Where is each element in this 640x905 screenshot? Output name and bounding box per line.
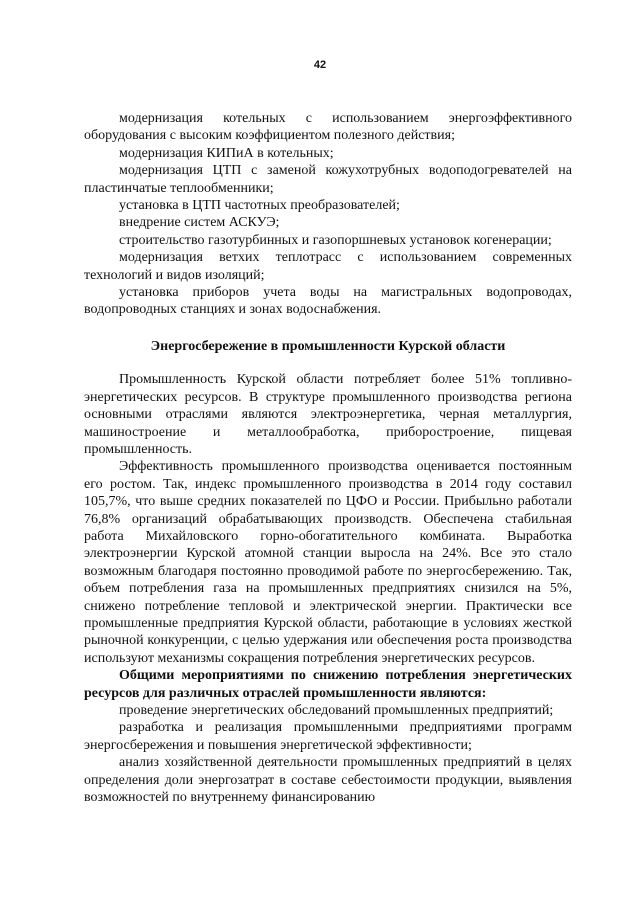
section-heading: Энергосбережение в промышленности Курской области [150, 338, 506, 354]
page-number: 42 [313, 59, 327, 71]
list-item: анализ хозяйственной деятельности промышленных предприятий в целях определения доли энергозатрат в составе себестоимости продукции, выявления возможностей по внутреннему финансированию [84, 755, 572, 806]
list-item: модернизация КИПиА в котельных; [119, 145, 334, 161]
document-body [84, 110, 572, 806]
list-item: внедрение систем АСКУЭ; [119, 215, 280, 231]
list-item: модернизация ЦТП с заменой кожухотрубных водоподогревателей на пластинчатые теплообменники; [84, 163, 572, 196]
list-item: установка приборов учета воды на магистральных водопроводах, водопроводных станциях и зонах водоснабжения. [84, 285, 572, 318]
list-item: модернизация котельных с использованием энергоэффективного оборудования с высоким коэффициентом полезного действия; [84, 111, 572, 144]
paragraph: Промышленность Курской области потребляет более 51% топливно-энергетических ресурсов. В структуре промышленного производства региона основными отраслями являются электроэнергетика, черная металлургия, машиностроение и металлообработка, приборостроение, пищевая промышленность. [84, 372, 572, 457]
measures-heading: Общими мероприятиями по снижению потребления энергетических ресурсов для различных отраслей промышленности являются: [84, 668, 572, 701]
list-item: модернизация ветхих теплотрасс с использованием современных технологий и видов изоляций; [84, 250, 572, 283]
list-item: разработка и реализация промышленными предприятиями программ энергосбережения и повышения энергетической эффективности; [84, 720, 572, 753]
list-item: строительство газотурбинных и газопоршневых установок когенерации; [119, 232, 552, 248]
paragraph: Эффективность промышленного производства оценивается постоянным его ростом. Так, индекс промышленного производства в 2014 году составил 105,7%, что выше средних показателей по ЦФО и России. Прибыльно работали 76,8% организаций обрабатывающих производств. Обеспечена стабильная работа Михайловского горно-обогатительного комбината. Выработка электроэнергии Курской атомной станции выросла на 24%. Все это стало возможным благодаря постоянно проводимой работе по энергосбережению. Так, объем потребления газа на промышленных предприятиях снизился на 5%, снижено потребление тепловой и электрической энергии. Практически все промышленные предприятия Курской области, работающие в условиях жесткой рыночной конкуренции, с целью удержания или обеспечения роста производства используют механизмы сокращения потребления энергетических ресурсов. [84, 459, 572, 666]
list-item: установка в ЦТП частотных преобразователей; [119, 198, 400, 214]
list-item: проведение энергетических обследований промышленных предприятий; [119, 703, 554, 718]
